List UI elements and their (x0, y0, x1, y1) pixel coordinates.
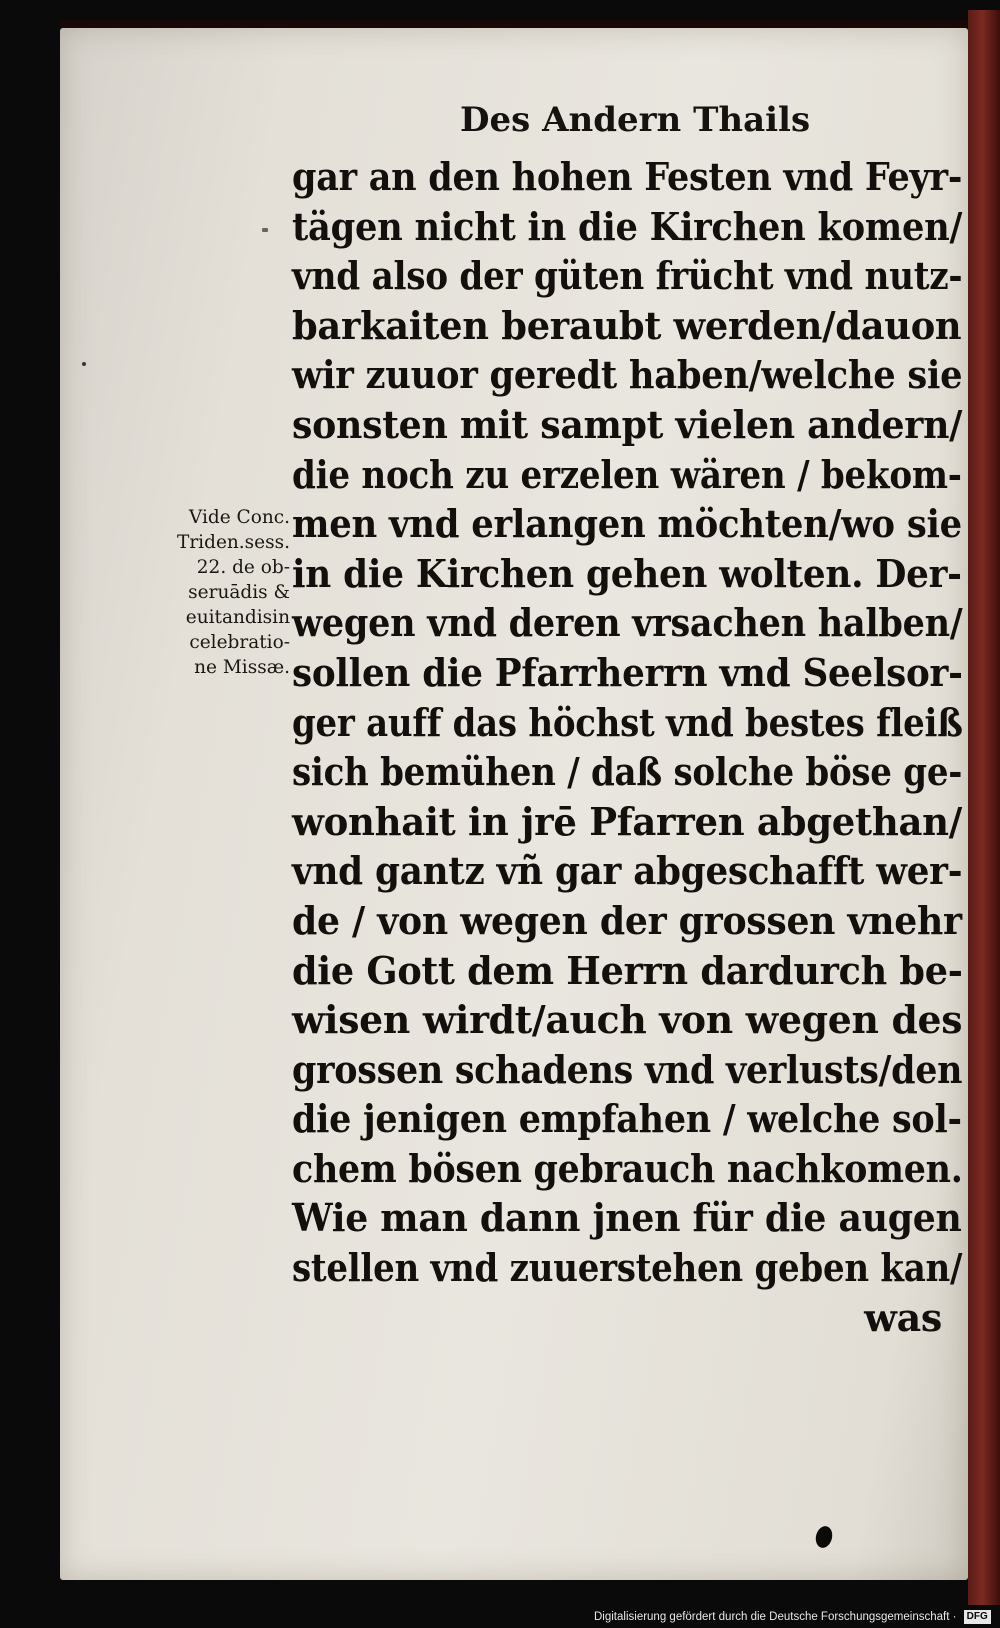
text-line: wonhait in jrē Pfarren abgethan/ (292, 798, 963, 844)
marginal-note-line: celebratio- (189, 632, 290, 653)
text-line: wegen vnd deren vrsachen halben/ (292, 600, 963, 646)
printing-mark (262, 228, 268, 232)
text-line: die jenigen empfahen / welche sol- (292, 1096, 962, 1142)
marginal-note-line: seruādis & (188, 582, 290, 603)
body-text (292, 152, 972, 1342)
text-line: gar an den hohen Festen vnd Feyr- (292, 154, 963, 199)
marginal-note-line: euitandisin (185, 607, 290, 628)
marginal-note-line: Triden.sess. (177, 532, 290, 553)
marginal-note-line: Vide Conc. (188, 507, 290, 528)
text-line: vnd also der güten frücht vnd nutz- (292, 253, 963, 299)
text-line: wisen wirdt/auch von wegen des (292, 997, 963, 1043)
credit-text: Digitalisierung gefördert durch die Deutsche Forschungsgemeinschaft · (594, 1611, 957, 1623)
catchword: was (864, 1294, 942, 1340)
text-line: vnd gantz vñ gar abgeschafft wer- (292, 848, 963, 894)
marginal-note-line: 22. de ob- (196, 557, 290, 578)
text-line: sollen die Pfarrherrn vnd Seelsor- (292, 649, 963, 695)
text-line: die Gott dem Herrn dardurch be- (292, 947, 963, 993)
text-line: Wie man dann jnen für die augen (292, 1195, 962, 1241)
dfg-logo: DFG (964, 1610, 991, 1624)
text-line: wir zuuor geredt haben/welche sie (292, 352, 963, 398)
marginal-note-line: ne Missæ. (194, 657, 290, 678)
text-line: ger auff das höchst vnd bestes fleiß (292, 699, 963, 745)
text-line: men vnd erlangen möchten/wo sie (292, 501, 962, 547)
text-line: de / von wegen der grossen vnehr (292, 897, 962, 943)
text-line: stellen vnd zuuerstehen geben kan/ (292, 1245, 963, 1291)
text-line: barkaiten beraubt werden/dauon (292, 302, 962, 348)
book-spine (968, 10, 1000, 1605)
text-line: sich bemühen / daß solche böse ge- (292, 749, 963, 795)
text-line: chem bösen gebrauch nachkomen. (292, 1145, 963, 1191)
digitization-credit (594, 1608, 994, 1626)
marginal-note (140, 505, 290, 680)
text-line: in die Kirchen gehen wolten. Der- (292, 550, 962, 596)
text-line: sonsten mit sampt vielen andern/ (292, 401, 963, 447)
text-line: die noch zu erzelen wären / bekom- (292, 451, 962, 497)
running-head: Des Andern Thails (460, 100, 811, 140)
text-line: grossen schadens vnd verlusts/den (292, 1046, 963, 1092)
paper-speck (82, 362, 86, 366)
top-binding-edge (60, 20, 970, 28)
text-line: tägen nicht in die Kirchen komen/ (292, 203, 963, 249)
